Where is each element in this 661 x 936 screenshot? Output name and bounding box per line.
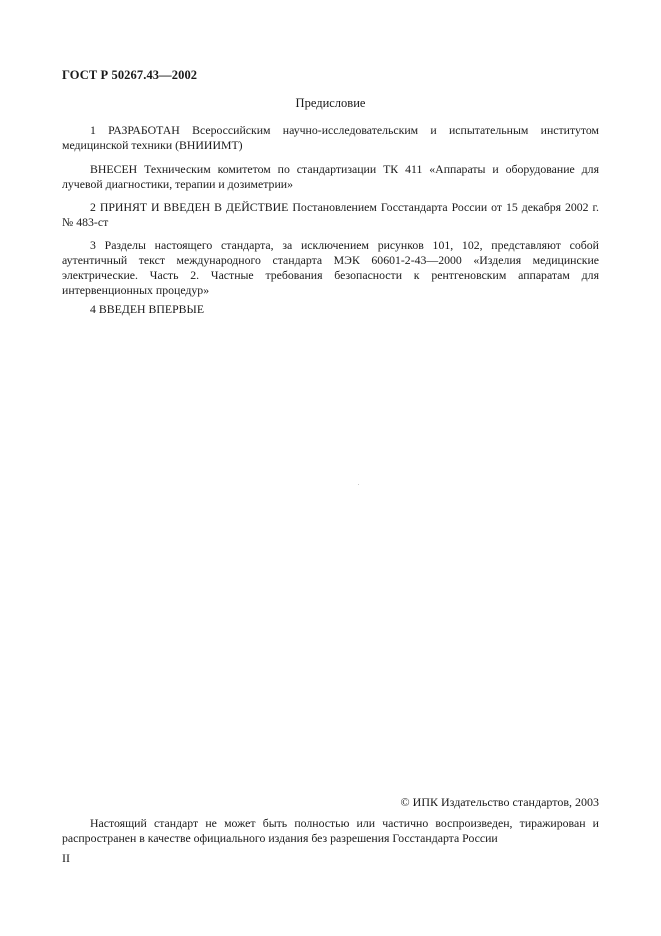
paragraph-introduced-first: 4 ВВЕДЕН ВПЕРВЫЕ	[90, 302, 205, 316]
paragraph-sections: 3 Разделы настоящего стандарта, за исключением рисунков 101, 102, представляют собой аутентичный текст международного стандарта МЭК 60601-2-43—2000 «Изделия медицинские электрические. Часть 2. Частные требования безопасности к рентгеновским аппаратам для интервенционных процедур»	[62, 238, 599, 297]
paragraph-developed-by: 1 РАЗРАБОТАН Всероссийским научно-исследовательским и испытательным институтом медицинской техники (ВНИИИМТ)	[62, 123, 599, 152]
paragraph-introduced-by: ВНЕСЕН Техническим комитетом по стандартизации ТК 411 «Аппараты и оборудование для лучевой диагностики, терапии и дозиметрии»	[62, 162, 599, 191]
document-code-header: ГОСТ Р 50267.43—2002	[62, 68, 198, 82]
copyright-line: © ИПК Издательство стандартов, 2003	[400, 795, 599, 809]
page-number: II	[62, 851, 70, 865]
scan-speck	[358, 484, 359, 485]
section-title: Предисловие	[295, 96, 366, 110]
paragraph-adopted: 2 ПРИНЯТ И ВВЕДЕН В ДЕЙСТВИЕ Постановлением Госстандарта России от 15 декабря 2002 г. № 483-ст	[62, 200, 599, 229]
reproduction-notice: Настоящий стандарт не может быть полностью или частично воспроизведен, тиражирован и распространен в качестве официального издания без разрешения Госстандарта России	[62, 816, 599, 845]
